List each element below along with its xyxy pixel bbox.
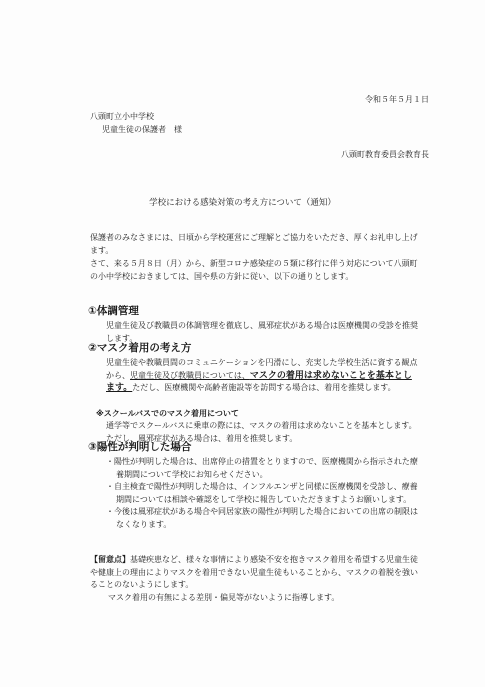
issue-date: 令和５年５月１日	[365, 95, 429, 104]
mask-text-b: 児童生徒及び教職員については、	[130, 370, 250, 380]
section-heading-health: ①体調管理	[88, 305, 139, 317]
mask-text-d: ただし、医療機関や高齢者施設等を訪問する場合は、着用を推奨します。	[132, 383, 396, 392]
note-tag: 【留意点】	[90, 555, 130, 564]
intro-paragraph-1	[90, 232, 418, 257]
section-heading-positive: ③陽性が判明した場合	[88, 441, 192, 453]
positive-case-list	[106, 456, 418, 531]
intro-text-2: さて、来る５月８日（月）から、新型コロナ感染症の５類に移行に伴う対応について八頭町の小中学校におきましては、国や県の方針に従い、以下の通りとします。	[90, 259, 418, 281]
note-paragraph-1	[90, 554, 418, 592]
notes-section	[90, 554, 418, 604]
sender: 八頭町教育委員会教育長	[341, 150, 429, 159]
list-item: ・今後は風邪症状がある場合や同居家族の陽性が判明した場合においての出席の制限はなくなります。	[106, 507, 418, 529]
intro-paragraph-2	[90, 258, 418, 283]
mask-text-a: 児童生徒や教職員間のコミュニケーションを円滑にし、充実した学校生活に資する観点から、	[106, 358, 418, 380]
list-item: ・陽性が判明した場合は、出席停止の措置をとりますので、医療機関から指示された療養期間について学校にお知らせください。	[106, 457, 418, 479]
school-bus-body: 通学等でスクールバスに乗車の際には、マスクの着用は求めないことを基本とします。ただし、風邪症状がある場合は、着用を推奨します。	[106, 421, 417, 443]
section-heading-mask: ②マスク着用の考え方	[88, 342, 192, 354]
recipient-school: 八頭町立小中学校	[90, 112, 154, 121]
note-paragraph-2: マスク着用の有無による差別・偏見等がないように指導します。	[108, 592, 340, 602]
section-body-mask	[106, 357, 418, 395]
school-bus-heading: ※スクールバスでのマスク着用について	[96, 409, 239, 418]
intro-text-1: 保護者のみなさまには、日頃から学校運営にご理解とご協力をいただき、厚くお礼申し上げます。	[90, 233, 418, 255]
section-body-health: 児童生徒及び教職員の体調管理を徹底し、風邪症状がある場合は医療機関の受診を推奨します。	[106, 321, 418, 343]
document-title: 学校における感染対策の考え方について（通知）	[149, 198, 336, 208]
list-item: ・自主検査で陽性が判明した場合は、インフルエンザと同様に医療機関を受診し、療養期間については相談や確認をして学校に報告していただきますようお願いします。	[106, 482, 418, 504]
mask-text-emphasis: マスクの着用は求めないことを基本とします。	[106, 370, 412, 393]
note-text-1: 基礎疾患など、様々な事情により感染不安を抱きマスク着用を希望する児童生徒や健康上の理由によりマスクを着用できない児童生徒もいることから、マスクの着脱を強いることのないようにします。	[90, 555, 418, 589]
recipient-parents: 児童生徒の保護者 様	[102, 125, 182, 134]
